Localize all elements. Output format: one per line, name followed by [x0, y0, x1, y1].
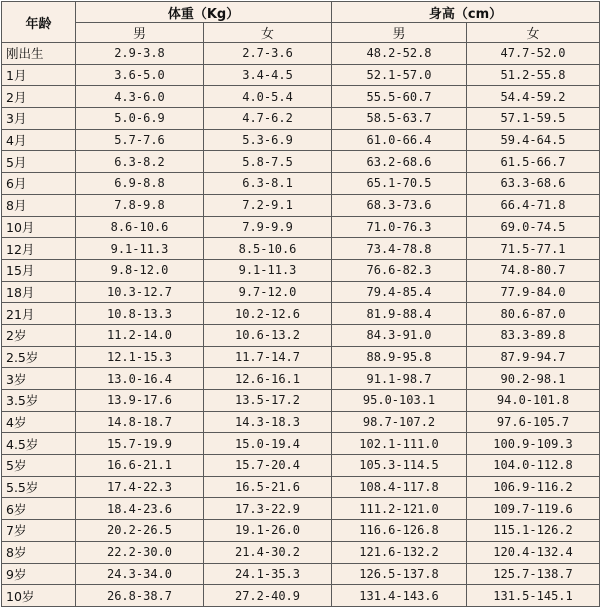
- subheader-row: [2, 23, 600, 43]
- weight-female-cell: 7.2-9.1: [204, 194, 332, 216]
- table-row: [2, 563, 600, 585]
- weight-male-cell: 11.2-14.0: [76, 324, 204, 346]
- table-row: [2, 368, 600, 390]
- height-female-cell: 90.2-98.1: [467, 368, 600, 390]
- age-cell: 8月: [2, 194, 76, 216]
- height-female-cell: 106.9-116.2: [467, 476, 600, 498]
- weight-female-cell: 17.3-22.9: [204, 498, 332, 520]
- age-cell: 10岁: [2, 585, 76, 607]
- growth-standard-table: [1, 1, 600, 607]
- age-cell: 2月: [2, 86, 76, 108]
- weight-female-cell: 2.7-3.6: [204, 43, 332, 65]
- weight-female-cell: 19.1-26.0: [204, 520, 332, 542]
- age-cell: 3.5岁: [2, 390, 76, 412]
- height-female-cell: 51.2-55.8: [467, 64, 600, 86]
- height-male-cell: 84.3-91.0: [332, 324, 467, 346]
- height-female-cell: 94.0-101.8: [467, 390, 600, 412]
- height-female-cell: 131.5-145.1: [467, 585, 600, 607]
- weight-male-cell: 20.2-26.5: [76, 520, 204, 542]
- height-male-cell: 111.2-121.0: [332, 498, 467, 520]
- table-row: [2, 346, 600, 368]
- age-cell: 8岁: [2, 541, 76, 563]
- age-cell: 5岁: [2, 455, 76, 477]
- table-row: [2, 259, 600, 281]
- table-body: [2, 43, 600, 607]
- header-row: [2, 2, 600, 23]
- height-female-cell: 100.9-109.3: [467, 433, 600, 455]
- weight-male-cell: 15.7-19.9: [76, 433, 204, 455]
- table-row: [2, 303, 600, 325]
- height-male-cell: 98.7-107.2: [332, 411, 467, 433]
- height-female-cell: 69.0-74.5: [467, 216, 600, 238]
- height-male-cell: 52.1-57.0: [332, 64, 467, 86]
- height-male-cell: 58.5-63.7: [332, 108, 467, 130]
- growth-chart-container: [1, 1, 599, 604]
- height-male-cell: 76.6-82.3: [332, 259, 467, 281]
- height-male-cell: 81.9-88.4: [332, 303, 467, 325]
- weight-male-cell: 5.7-7.6: [76, 129, 204, 151]
- weight-male-cell: 10.8-13.3: [76, 303, 204, 325]
- table-row: [2, 151, 600, 173]
- height-male-cell: 108.4-117.8: [332, 476, 467, 498]
- weight-column-header: 体重（Kg）: [76, 2, 332, 23]
- height-column-header: 身高（cm）: [332, 2, 600, 23]
- height-female-cell: 74.8-80.7: [467, 259, 600, 281]
- height-female-cell: 80.6-87.0: [467, 303, 600, 325]
- height-male-cell: 91.1-98.7: [332, 368, 467, 390]
- height-male-cell: 68.3-73.6: [332, 194, 467, 216]
- age-cell: 1月: [2, 64, 76, 86]
- age-cell: 6月: [2, 173, 76, 195]
- weight-female-cell: 5.3-6.9: [204, 129, 332, 151]
- table-row: [2, 498, 600, 520]
- height-male-cell: 48.2-52.8: [332, 43, 467, 65]
- weight-male-cell: 12.1-15.3: [76, 346, 204, 368]
- age-cell: 15月: [2, 259, 76, 281]
- table-row: [2, 194, 600, 216]
- height-female-cell: 104.0-112.8: [467, 455, 600, 477]
- height-male-cell: 63.2-68.6: [332, 151, 467, 173]
- height-male-cell: 73.4-78.8: [332, 238, 467, 260]
- table-row: [2, 129, 600, 151]
- table-row: [2, 216, 600, 238]
- weight-male-cell: 9.1-11.3: [76, 238, 204, 260]
- height-female-cell: 87.9-94.7: [467, 346, 600, 368]
- weight-female-cell: 27.2-40.9: [204, 585, 332, 607]
- weight-male-cell: 17.4-22.3: [76, 476, 204, 498]
- height-female-cell: 77.9-84.0: [467, 281, 600, 303]
- weight-female-cell: 3.4-4.5: [204, 64, 332, 86]
- age-cell: 6岁: [2, 498, 76, 520]
- height-male-cell: 95.0-103.1: [332, 390, 467, 412]
- age-cell: 7岁: [2, 520, 76, 542]
- weight-female-cell: 9.1-11.3: [204, 259, 332, 281]
- age-cell: 4岁: [2, 411, 76, 433]
- table-row: [2, 238, 600, 260]
- age-cell: 4月: [2, 129, 76, 151]
- weight-male-header: 男: [76, 23, 204, 43]
- table-row: [2, 520, 600, 542]
- weight-female-cell: 8.5-10.6: [204, 238, 332, 260]
- weight-female-cell: 14.3-18.3: [204, 411, 332, 433]
- age-cell: 刚出生: [2, 43, 76, 65]
- weight-male-cell: 26.8-38.7: [76, 585, 204, 607]
- height-female-cell: 115.1-126.2: [467, 520, 600, 542]
- weight-male-cell: 18.4-23.6: [76, 498, 204, 520]
- weight-female-cell: 11.7-14.7: [204, 346, 332, 368]
- table-row: [2, 411, 600, 433]
- table-row: [2, 476, 600, 498]
- height-female-cell: 97.6-105.7: [467, 411, 600, 433]
- table-row: [2, 86, 600, 108]
- height-male-header: 男: [332, 23, 467, 43]
- weight-male-cell: 14.8-18.7: [76, 411, 204, 433]
- age-cell: 4.5岁: [2, 433, 76, 455]
- table-row: [2, 43, 600, 65]
- table-row: [2, 541, 600, 563]
- age-column-header: 年龄: [2, 2, 76, 43]
- height-female-cell: 83.3-89.8: [467, 324, 600, 346]
- height-female-header: 女: [467, 23, 600, 43]
- table-row: [2, 64, 600, 86]
- weight-female-cell: 21.4-30.2: [204, 541, 332, 563]
- age-cell: 5月: [2, 151, 76, 173]
- height-male-cell: 71.0-76.3: [332, 216, 467, 238]
- height-female-cell: 109.7-119.6: [467, 498, 600, 520]
- height-female-cell: 71.5-77.1: [467, 238, 600, 260]
- weight-male-cell: 13.0-16.4: [76, 368, 204, 390]
- height-male-cell: 121.6-132.2: [332, 541, 467, 563]
- height-male-cell: 61.0-66.4: [332, 129, 467, 151]
- height-male-cell: 102.1-111.0: [332, 433, 467, 455]
- age-cell: 3月: [2, 108, 76, 130]
- table-row: [2, 585, 600, 607]
- age-cell: 2岁: [2, 324, 76, 346]
- weight-male-cell: 24.3-34.0: [76, 563, 204, 585]
- height-male-cell: 126.5-137.8: [332, 563, 467, 585]
- weight-male-cell: 2.9-3.8: [76, 43, 204, 65]
- weight-female-header: 女: [204, 23, 332, 43]
- height-female-cell: 120.4-132.4: [467, 541, 600, 563]
- height-male-cell: 88.9-95.8: [332, 346, 467, 368]
- weight-female-cell: 24.1-35.3: [204, 563, 332, 585]
- weight-male-cell: 5.0-6.9: [76, 108, 204, 130]
- table-row: [2, 108, 600, 130]
- age-cell: 18月: [2, 281, 76, 303]
- height-female-cell: 63.3-68.6: [467, 173, 600, 195]
- weight-female-cell: 10.6-13.2: [204, 324, 332, 346]
- age-cell: 9岁: [2, 563, 76, 585]
- age-cell: 2.5岁: [2, 346, 76, 368]
- table-header: [2, 2, 600, 43]
- weight-male-cell: 6.3-8.2: [76, 151, 204, 173]
- table-row: [2, 173, 600, 195]
- table-row: [2, 390, 600, 412]
- weight-male-cell: 22.2-30.0: [76, 541, 204, 563]
- age-cell: 10月: [2, 216, 76, 238]
- weight-female-cell: 6.3-8.1: [204, 173, 332, 195]
- weight-male-cell: 9.8-12.0: [76, 259, 204, 281]
- age-cell: 12月: [2, 238, 76, 260]
- height-female-cell: 57.1-59.5: [467, 108, 600, 130]
- age-cell: 21月: [2, 303, 76, 325]
- weight-female-cell: 5.8-7.5: [204, 151, 332, 173]
- table-row: [2, 324, 600, 346]
- height-male-cell: 131.4-143.6: [332, 585, 467, 607]
- height-male-cell: 105.3-114.5: [332, 455, 467, 477]
- weight-female-cell: 15.0-19.4: [204, 433, 332, 455]
- weight-female-cell: 16.5-21.6: [204, 476, 332, 498]
- height-female-cell: 61.5-66.7: [467, 151, 600, 173]
- weight-female-cell: 12.6-16.1: [204, 368, 332, 390]
- weight-female-cell: 15.7-20.4: [204, 455, 332, 477]
- height-male-cell: 79.4-85.4: [332, 281, 467, 303]
- table-row: [2, 433, 600, 455]
- height-female-cell: 47.7-52.0: [467, 43, 600, 65]
- weight-female-cell: 4.0-5.4: [204, 86, 332, 108]
- height-male-cell: 65.1-70.5: [332, 173, 467, 195]
- height-female-cell: 66.4-71.8: [467, 194, 600, 216]
- weight-male-cell: 16.6-21.1: [76, 455, 204, 477]
- weight-male-cell: 4.3-6.0: [76, 86, 204, 108]
- weight-female-cell: 9.7-12.0: [204, 281, 332, 303]
- weight-female-cell: 7.9-9.9: [204, 216, 332, 238]
- weight-male-cell: 3.6-5.0: [76, 64, 204, 86]
- height-male-cell: 116.6-126.8: [332, 520, 467, 542]
- age-cell: 5.5岁: [2, 476, 76, 498]
- weight-female-cell: 13.5-17.2: [204, 390, 332, 412]
- table-row: [2, 455, 600, 477]
- table-row: [2, 281, 600, 303]
- weight-male-cell: 10.3-12.7: [76, 281, 204, 303]
- weight-female-cell: 4.7-6.2: [204, 108, 332, 130]
- height-female-cell: 54.4-59.2: [467, 86, 600, 108]
- weight-male-cell: 13.9-17.6: [76, 390, 204, 412]
- age-cell: 3岁: [2, 368, 76, 390]
- height-female-cell: 59.4-64.5: [467, 129, 600, 151]
- height-female-cell: 125.7-138.7: [467, 563, 600, 585]
- weight-male-cell: 8.6-10.6: [76, 216, 204, 238]
- weight-male-cell: 6.9-8.8: [76, 173, 204, 195]
- weight-male-cell: 7.8-9.8: [76, 194, 204, 216]
- height-male-cell: 55.5-60.7: [332, 86, 467, 108]
- weight-female-cell: 10.2-12.6: [204, 303, 332, 325]
